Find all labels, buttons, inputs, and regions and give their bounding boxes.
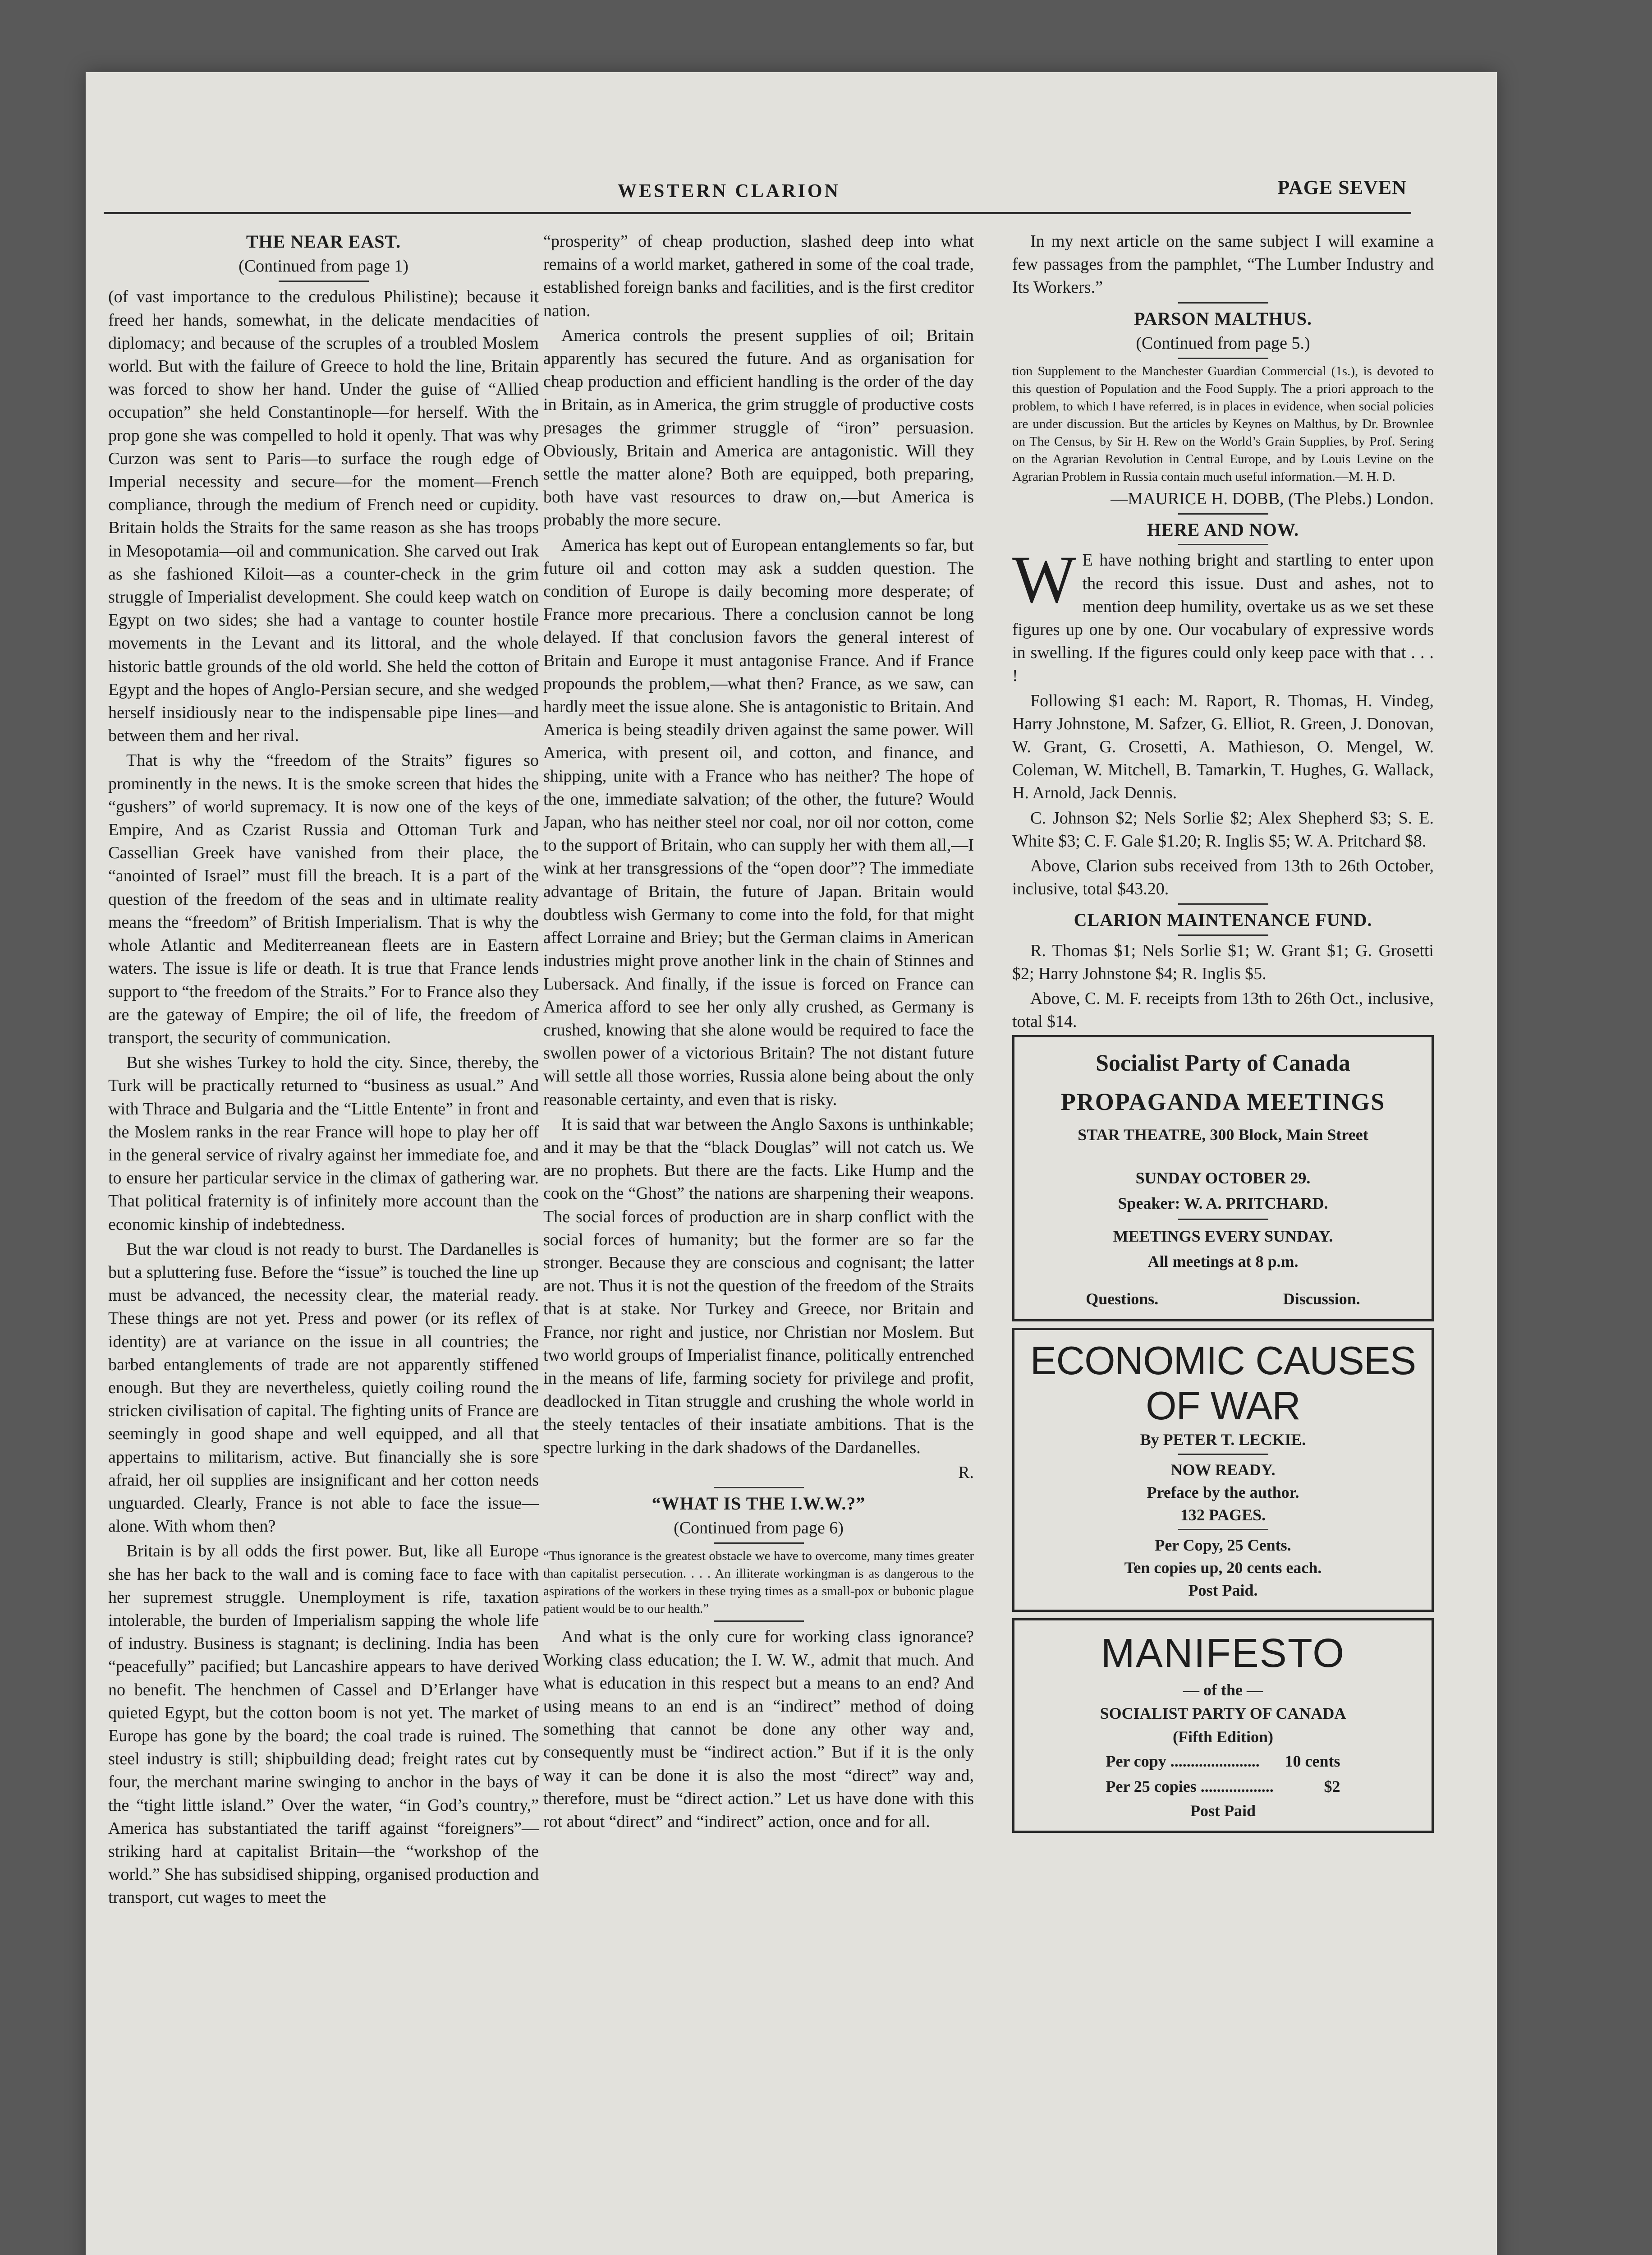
manifesto-title: MANIFESTO bbox=[1101, 1630, 1345, 1676]
column-1 bbox=[108, 230, 539, 1911]
manifesto-edition: (Fifth Edition) bbox=[1172, 1727, 1273, 1746]
ad-every: MEETINGS EVERY SUNDAY. bbox=[1113, 1227, 1333, 1246]
masthead: WESTERN CLARION bbox=[618, 181, 840, 202]
article-signature: —MAURICE H. DOBB, (The Plebs.) London. bbox=[1111, 489, 1434, 509]
section-rule bbox=[1178, 1529, 1268, 1530]
paragraph: America has kept out of European entanglements so far, but future oil and cotton may ask a sudden question. The condition of Europe is daily becoming more desperate; of France more precarious. There a conclusion cannot be long delayed. If that conclusion favors the general interest of Britain and Europe it must antagonise France. And if France propounds the problem,—what then? France, as we saw, can hardly meet the issue alone. She is antagonistic to Britain. And America is being steadily driven against the same power. Will America, with present oil, and cotton, and finance, and shipping, unite with a France who has neither? The hope of the one, immediate salvation; of the other, the future? Would Japan, who has neither steel nor coal, nor oil nor cotton, come to the support of Britain, who can supply her with them all,—I wink at her transgressions of the “open door”? The immediate advantage of Britain, the future of Japan. Britain would doubtless wish Germany to come into the fold, for that might affect Lorraine and Briey; but the German claims in American industries might prove another link in the chain of Stinnes and Lubersack. And finally, if the issue is forced on France can America afford to see her only ally crushed, as Germany is crushed, knowing that she alone would be required to face the swollen power of a victorious Britain? The not distant future will settle all those worries, Russia alone being about the only reasonable certainty, and even that is risky. bbox=[543, 535, 974, 1109]
price-value: $2 bbox=[1324, 1777, 1340, 1795]
paragraph: tion Supplement to the Manchester Guardian Commercial (1s.), is devoted to this question of Population and the Food Supply. The a priori approach to the problem, to which I have referred, is in places in evidence, when social policies are under discussion. But the articles by Keynes on Malthus, by Dr. Brownlee on The Census, by Sir H. Rew on the World’s Grain Supplies, by Prof. Sering on the Agrarian Revolution in Central Europe, and by Louis Levine on the Agrarian Problem in Russia contain much useful information.—M. H. D. bbox=[1012, 364, 1434, 484]
drop-cap: W bbox=[1012, 542, 1076, 617]
ad-discussion: Discussion. bbox=[1283, 1290, 1360, 1308]
block-quote bbox=[543, 1547, 974, 1618]
column-2 bbox=[543, 230, 974, 1835]
section-rule bbox=[714, 1487, 804, 1488]
price-row bbox=[1106, 1749, 1340, 1774]
ad-time: All meetings at 8 p.m. bbox=[1147, 1252, 1299, 1271]
section-rule bbox=[279, 281, 369, 282]
book-preface: Preface by the author. bbox=[1147, 1483, 1299, 1501]
book-title: ECONOMIC CAUSES bbox=[1030, 1338, 1416, 1383]
article-title: THE NEAR EAST. bbox=[246, 231, 401, 252]
ad-venue: STAR THEATRE, 300 Block, Main Street bbox=[1078, 1126, 1368, 1144]
paragraph: That is why the “freedom of the Straits” figures so prominently in the news. It is the smoke screen that hides the “gushers” of world supremacy. It is now one of the keys of Empire, And as Czarist Russia and Ottoman Turk and Cassellian Greek have vanished from their place, the “anointed of Israel” must fill the breach. It is a part of the question of the freedom of the seas and in ultimate reality means the “freedom” of British Imperialism. That is why the whole Atlantic and Mediterreanean fleets are in Eastern waters. The issue is life or death. It is true that France lends support to “the freedom of the Straits.” For to France also they are the gateway of Empire; the oil of life, the freedom of transport, the security of communication. bbox=[108, 751, 539, 1047]
price-label: Per 25 copies .................. bbox=[1106, 1777, 1274, 1795]
continued-note: (Continued from page 1) bbox=[239, 257, 408, 276]
manifesto-postpaid: Post Paid bbox=[1190, 1801, 1256, 1820]
donor-list: R. Thomas $1; Nels Sorlie $1; W. Grant $1; G. Grosetti $2; Harry Johnstone $4; R. Inglis $5. bbox=[1012, 941, 1434, 983]
book-author: By PETER T. LECKIE. bbox=[1140, 1430, 1306, 1449]
price-label: Per copy ...................... bbox=[1106, 1752, 1260, 1770]
donation-total: Above, Clarion subs received from 13th to 26th October, inclusive, total $43.20. bbox=[1012, 856, 1434, 899]
book-postpaid: Post Paid. bbox=[1188, 1581, 1258, 1599]
ad-footer bbox=[1023, 1288, 1423, 1311]
section-rule bbox=[1178, 1219, 1268, 1220]
ad-party: Socialist Party of Canada bbox=[1096, 1050, 1350, 1077]
donation-total: Above, C. M. F. receipts from 13th to 26th Oct., inclusive, total $14. bbox=[1012, 989, 1434, 1031]
manifesto-advertisement bbox=[1012, 1618, 1434, 1833]
ad-heading: PROPAGANDA MEETINGS bbox=[1060, 1088, 1386, 1116]
paragraph: It is said that war between the Anglo Saxons is unthinkable; and it may be that the “black Douglas” will not catch us. We are no prophets. But there are the facts. Like Hump and the cook on the “Ghost” the nations are sharpening their weapons. The social forces of production are in sharp conflict with the social forces of humanity; but the former are so far the stronger. Because they are conscious and cognisant; the latter are not. Thus it is not the question of the freedom of the Straits that is at stake. Nor Turkey and Greece, nor Britain and France, nor right and justice, nor Christian nor Moslem. But two world groups of Imperialist finance, politically entrenched in the means of life, farming society for privilege and profit, deadlocked in Titan struggle and crushing the whole world in the steely tentacles of their insatiate ambitions. That is the spectre lurking in the dark shadows of the Dardanelles. bbox=[543, 1114, 974, 1457]
meetings-advertisement bbox=[1012, 1035, 1434, 1321]
price-row bbox=[1106, 1774, 1340, 1799]
economic-causes-advertisement bbox=[1012, 1328, 1434, 1612]
book-ready: NOW READY. bbox=[1170, 1460, 1276, 1479]
section-rule bbox=[1178, 903, 1268, 905]
book-pages: 132 PAGES. bbox=[1180, 1505, 1266, 1524]
page-number: PAGE SEVEN bbox=[1277, 176, 1407, 198]
quote-text: “Thus ignorance is the greatest obstacle we have to overcome, many times greater than capitalist persecution. . . . An illiterate workingman is as dangerous to the aspirations of the workers in these trying times as a small-pox or bubonic plague patient would be to our health.” bbox=[543, 1549, 974, 1616]
paragraph: In my next article on the same subject I will examine a few passages from the pamphlet, “The Lumber Industry and Its Workers.” bbox=[1012, 232, 1434, 297]
header-rule bbox=[104, 212, 1411, 214]
paragraph: (of vast importance to the credulous Philistine); because it freed her hands, somewhat, in the delicate mendacities of diplomacy; and because of the scruples of a troubled Moslem world. But with the failure of Greece to hold the line, Britain was forced to show her hand. Under the guise of “Allied occupation” she held Constantinople—for herself. With the prop gone she was compelled to hold it openly. That was why Curzon was sent to Paris—to surface the rough edge of Imperial necessity and secure—for the moment—French compliance, through the medium of French need or cupidity. Britain holds the Straits for the same reason as she has troops in Mesopotamia—oil and communication. She carved out Irak as she fashioned Kiloit—as a counter-check in the grim struggle of Imperialist development. She could keep watch on Egypt on two sides; she had a vantage to counter hostile movements in the Levant and its littoral, and the whole historic battle grounds of the old world. She held the cotton of Egypt and the hopes of Anglo-Persian secure, and she wedged herself insidiously near to the indispensable pipe lines—and between them and her rival. bbox=[108, 287, 539, 746]
donor-list: Following $1 each: M. Raport, R. Thomas, H. Vindeg, Harry Johnstone, M. Safzer, G. Elliot, R. Green, J. Donovan, W. Grant, G. Crosetti, A. Mathieson, O. Mengel, W. Coleman, W. Mitchell, B. Tamarkin, T. Hughes, G. Wallack, H. Arnold, Jack Dennis. bbox=[1012, 691, 1434, 803]
intro-text: E have nothing bright and startling to enter upon the record this issue. Dust and ashes, not to mention deep humility, overtake us as we set these figures up one by one. Our vocabulary of expressive words in swelling. If the figures could only keep pace with that . . . ! bbox=[1012, 551, 1434, 686]
price-value: 10 cents bbox=[1285, 1752, 1340, 1770]
section-rule bbox=[1178, 934, 1268, 936]
section-rule bbox=[1178, 358, 1268, 359]
paragraph: And what is the only cure for working class ignorance? Working class education; the I. W. W., admit that much. And what is education in this respect but a means to an end? And using means to an end is an “indirect” method of doing something that cannot be done any other way and, consequently must be “indirect action.” But if it is the only way it can be done it is also the most “direct” way and, therefore, must be “direct action.” Let us have done with this rot about “direct” and “indirect” action, once and for all. bbox=[543, 1627, 974, 1831]
paragraph: “prosperity” of cheap production, slashed deep into what remains of a world market, gathered in some of the coal trade, established foreign banks and facilities, and is the first creditor nation. bbox=[543, 232, 974, 320]
book-price: Per Copy, 25 Cents. bbox=[1155, 1536, 1291, 1554]
ad-date: SUNDAY OCTOBER 29. bbox=[1135, 1169, 1311, 1187]
continued-note: (Continued from page 6) bbox=[674, 1519, 844, 1538]
article-signature: R. bbox=[958, 1463, 974, 1482]
paragraph: America controls the present supplies of oil; Britain apparently has secured the future. And as organisation for cheap production and efficient handling is the order of the day in Britain, as in America, the grim struggle of productive costs presages the grimmer struggle of “iron” persuasion. Obviously, Britain and America are antagonistic. Will they settle the matter alone? Both are equipped, both preparing, both have vast resources to draw on,—but America is probably the more secure. bbox=[543, 326, 974, 530]
continued-note: (Continued from page 5.) bbox=[1136, 333, 1310, 353]
donor-list: C. Johnson $2; Nels Sorlie $2; Alex Shepherd $3; S. E. White $3; C. F. Gale $1.20; R. Inglis $5; W. A. Pritchard $8. bbox=[1012, 808, 1434, 851]
section-rule bbox=[1178, 302, 1268, 304]
manifesto-of-the: — of the — bbox=[1183, 1680, 1263, 1699]
page-header bbox=[144, 176, 1407, 207]
section-rule bbox=[1178, 513, 1268, 515]
article-title: CLARION MAINTENANCE FUND. bbox=[1074, 910, 1372, 930]
section-rule bbox=[714, 1620, 804, 1622]
book-price: Ten copies up, 20 cents each. bbox=[1124, 1558, 1322, 1577]
ad-questions: Questions. bbox=[1086, 1290, 1159, 1308]
article-title: HERE AND NOW. bbox=[1147, 520, 1299, 540]
column-3 bbox=[1012, 230, 1434, 1839]
article-title: PARSON MALTHUS. bbox=[1133, 308, 1312, 329]
ad-speaker: Speaker: W. A. PRITCHARD. bbox=[1118, 1194, 1328, 1213]
paragraph: But she wishes Turkey to hold the city. Since, thereby, the Turk will be practically returned to “business as usual.” And with Thrace and Bulgaria and the “Little Entente” in front and the Moslem ranks in the rear France will hope to play her off in the general service of rivalry against her immediate foe, and to ensure her particular service in the climax of gathering war. That political fraternity is of infinitely more account than the economic kinship of indebtedness. bbox=[108, 1053, 539, 1234]
manifesto-party: SOCIALIST PARTY OF CANADA bbox=[1100, 1704, 1346, 1722]
malthus-body bbox=[1012, 363, 1434, 486]
section-rule bbox=[1178, 544, 1268, 545]
paragraph: But the war cloud is not ready to burst. The Dardanelles is but a spluttering fuse. Before the “issue” is touched the line up must be advanced, the necessity clear, the material ready. These things are not yet. Press and power (or its reflex of identity) are at variance on the issue in all countries; the barbed entanglements of trade are not apparently stiffened enough. But they are nevertheless, quietly coiling round the stricken civilisation of capital. The fighting units of France are seemingly in good shape and well equipped, and all that appertains to militarism, active. But financially she is sore afraid, her oil supplies are insignificant and her cotton needs unguarded. Clearly, France is not able to face the issue—alone. With whom then? bbox=[108, 1239, 539, 1536]
section-rule bbox=[1178, 1454, 1268, 1455]
paragraph bbox=[1012, 542, 1434, 687]
section-rule bbox=[714, 1542, 804, 1544]
article-title: “WHAT IS THE I.W.W.?” bbox=[652, 1493, 866, 1514]
book-title: OF WAR bbox=[1146, 1383, 1300, 1428]
paragraph: Britain is by all odds the first power. But, like all Europe she has her back to the wall and is coming face to face with her supremest struggle. Unemployment is rife, taxation intolerable, the burden of Imperialism sapping the whole life of industry. Business is stagnant; is declining. India has been “peacefully” pacified; but Lancashire appears to have derived no benefit. The henchmen of Cassel and D’Erlanger have quieted Egypt, but the cotton boom is not yet. The market of Europe has gone by the board; the coal trade is ruined. The steel industry is still; shipbuilding dead; freight rates cut by four, the merchant marine swinging to anchor in the bays of the “tight little island.” Over the water, “in God’s country,” America has substantiated the tariff against “foreigners”—striking hard at capitalist Britain—the “workshop of the world.” She has subsidised shipping, organised production and transport, cut wages to meet the bbox=[108, 1542, 539, 1907]
